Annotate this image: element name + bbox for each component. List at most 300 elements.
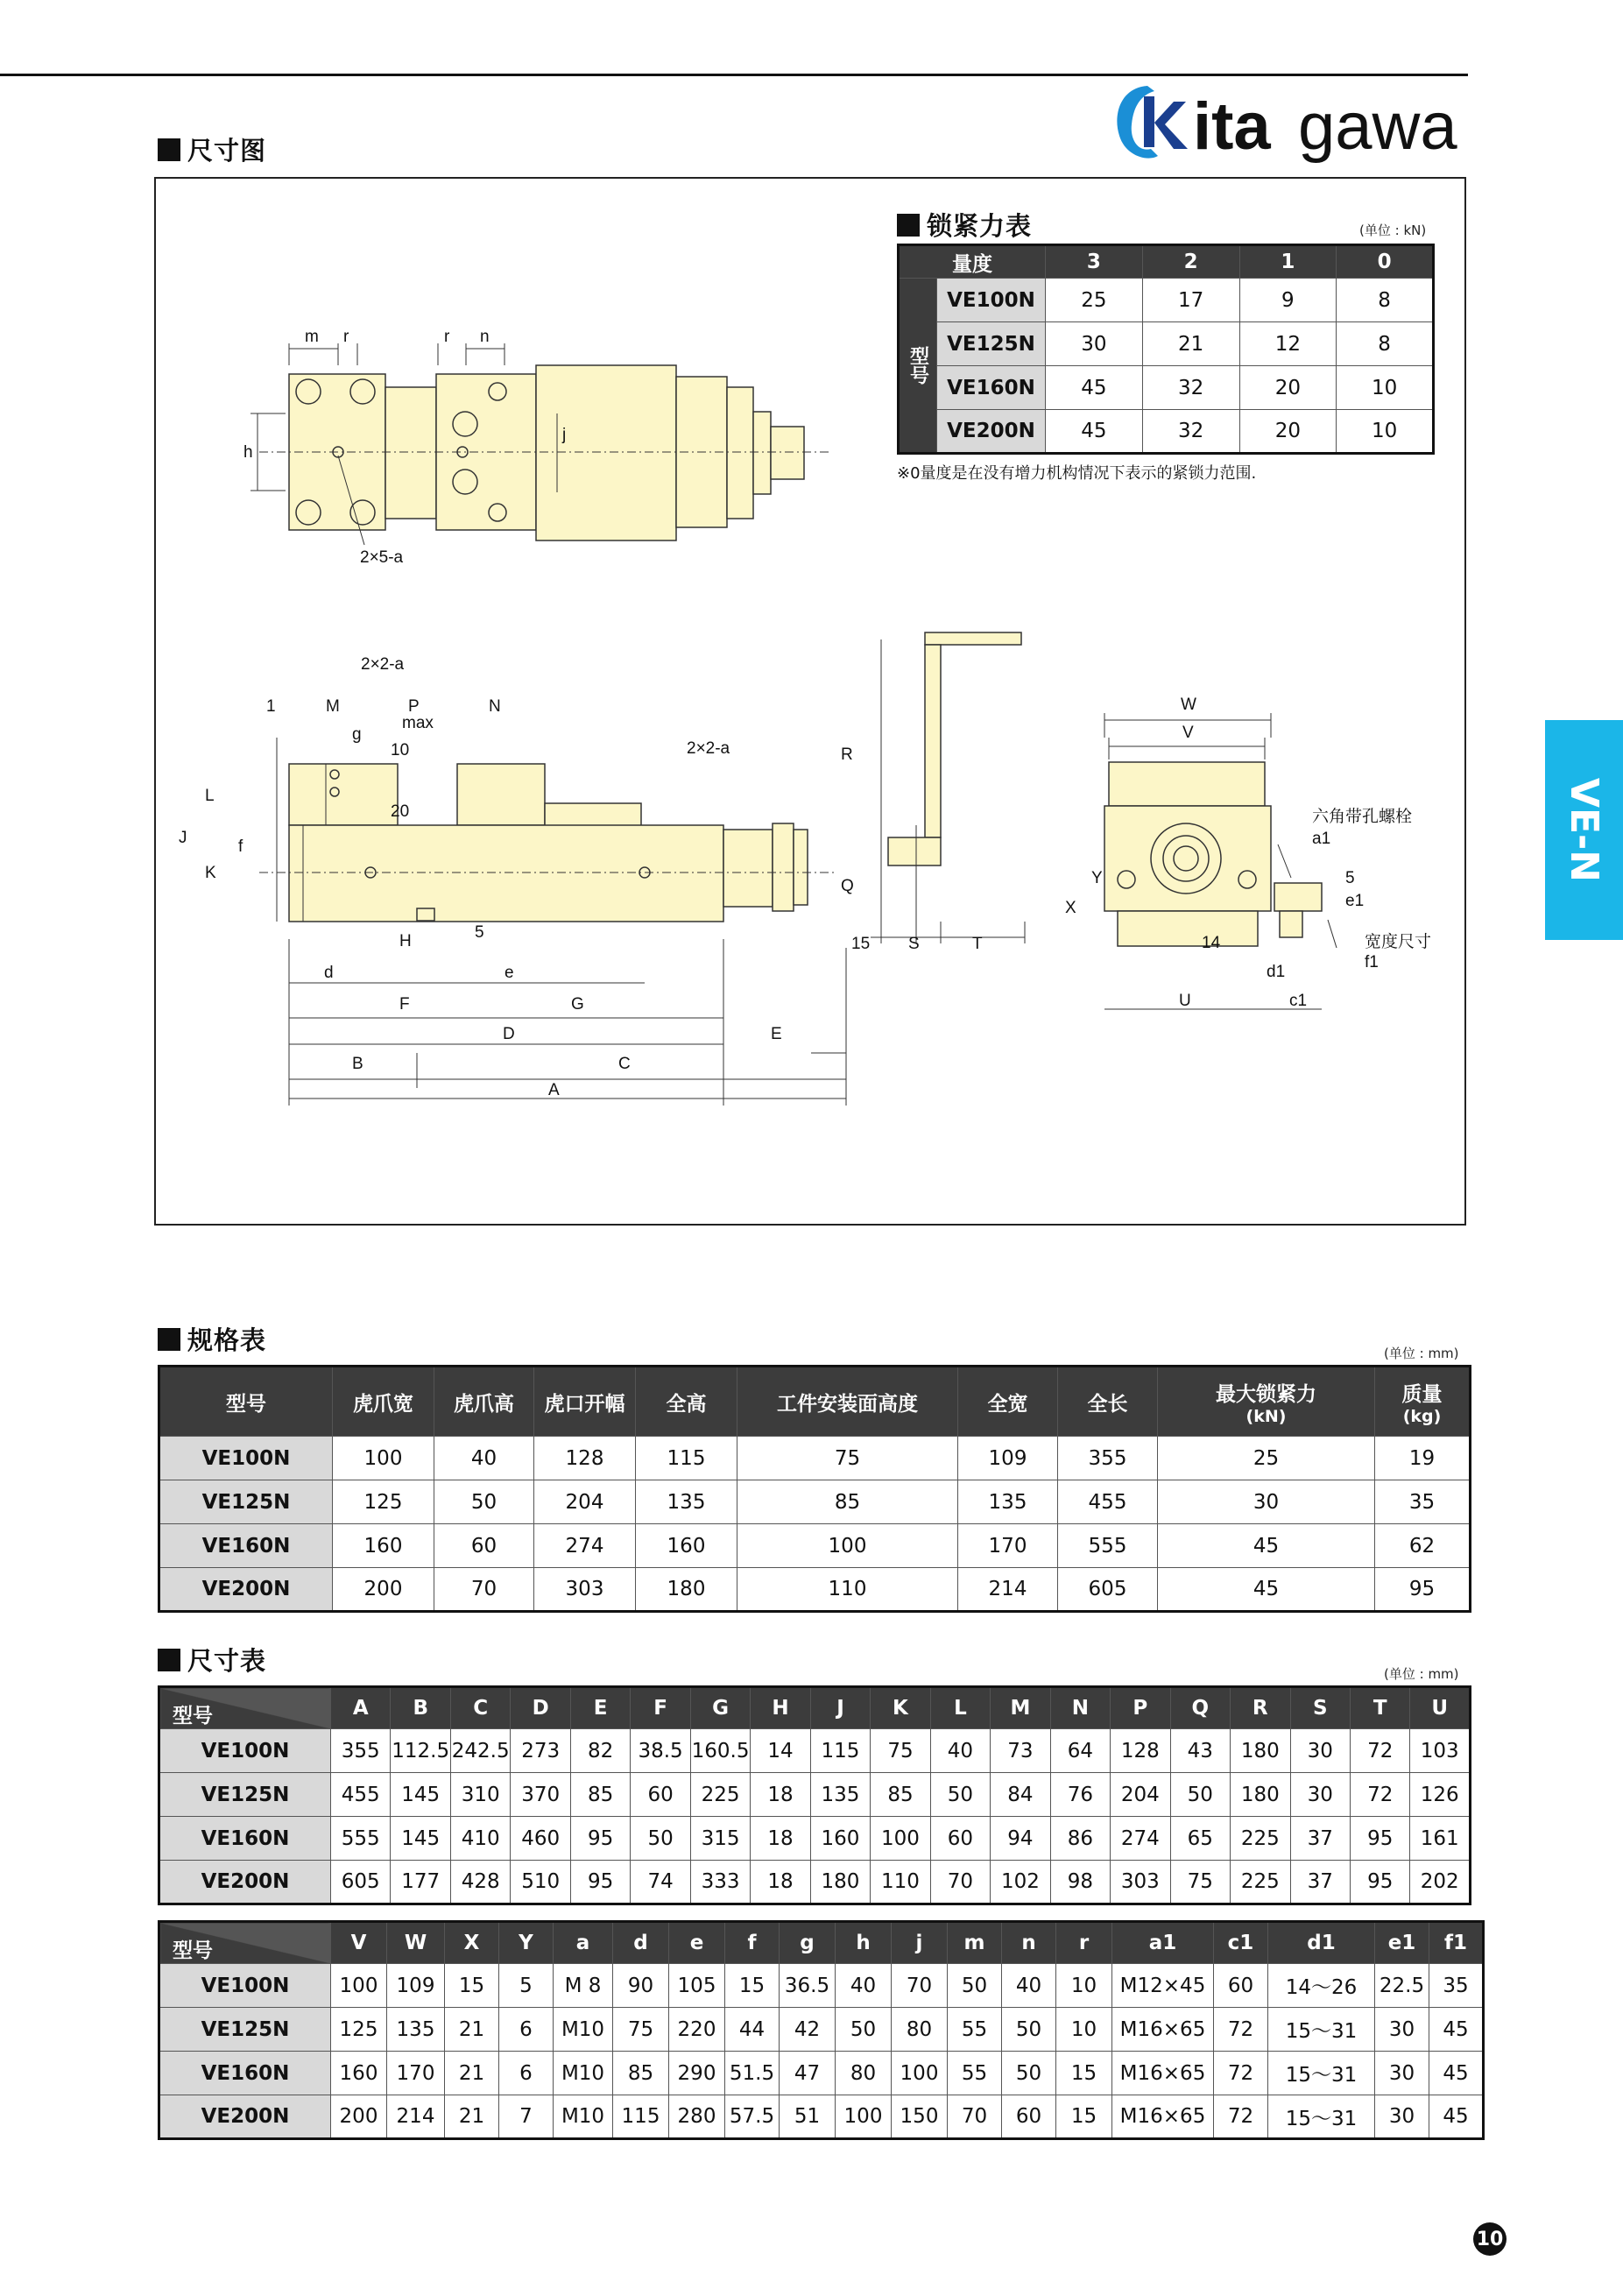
value-cell: 45 [1429, 2008, 1484, 2052]
value-cell: 135 [810, 1773, 870, 1817]
size-header: a1 [1112, 1922, 1214, 1964]
value-cell: 135 [958, 1480, 1058, 1524]
value-cell: 115 [636, 1437, 737, 1480]
value-cell: 20 [1239, 366, 1337, 410]
label-20: 20 [391, 802, 410, 821]
table-row [159, 1773, 1471, 1817]
value-cell: 37 [1290, 1861, 1350, 1904]
value-cell: 21 [445, 2008, 499, 2052]
value-cell: 75 [737, 1437, 958, 1480]
size-header: F [631, 1687, 690, 1729]
value-cell: 45 [1046, 366, 1143, 410]
spec-header-max-clamp: 最大锁紧力 (kN) [1158, 1367, 1375, 1437]
value-cell: 18 [751, 1817, 810, 1861]
label-N: N [489, 697, 501, 716]
page-number: 10 [1473, 2222, 1507, 2256]
value-cell: 50 [948, 1964, 1002, 2008]
value-cell: 125 [333, 1480, 434, 1524]
value-cell: 225 [690, 1773, 750, 1817]
value-cell: 35 [1375, 1480, 1471, 1524]
value-cell: 70 [892, 1964, 948, 2008]
label-5: 5 [475, 923, 484, 942]
size-header: K [871, 1687, 930, 1729]
label-C: C [618, 1055, 631, 1073]
value-cell: 6 [499, 2052, 554, 2095]
value-cell: 45 [1158, 1524, 1375, 1568]
value-cell: 95 [1375, 1568, 1471, 1612]
label-5-side: 5 [1345, 869, 1355, 887]
clamp-note: ※0量度是在没有增力机构情况下表示的紧锁力范围. [897, 464, 1257, 483]
value-cell: 72 [1350, 1729, 1409, 1773]
value-cell: 45 [1429, 2052, 1484, 2095]
value-cell: 14～26 [1268, 1964, 1375, 2008]
label-d1: d1 [1267, 963, 1286, 981]
label-max: max [402, 714, 434, 732]
value-cell: 72 [1214, 2008, 1268, 2052]
value-cell: 220 [669, 2008, 725, 2052]
table-row [159, 1817, 1471, 1861]
value-cell: 55 [948, 2052, 1002, 2095]
label-a1: a1 [1312, 830, 1331, 848]
value-cell: 64 [1050, 1729, 1110, 1773]
table-row [159, 1861, 1471, 1904]
value-cell: 22.5 [1375, 1964, 1429, 2008]
value-cell: 160 [810, 1817, 870, 1861]
value-cell: 32 [1142, 366, 1239, 410]
value-cell: 177 [391, 1861, 450, 1904]
size-header: d1 [1268, 1922, 1375, 1964]
label-U: U [1179, 992, 1191, 1010]
value-cell: 303 [534, 1568, 636, 1612]
value-cell: 42 [780, 2008, 836, 2052]
value-cell: 60 [930, 1817, 990, 1861]
value-cell: 19 [1375, 1437, 1471, 1480]
table-row [159, 1729, 1471, 1773]
value-cell: 18 [751, 1861, 810, 1904]
value-cell: 242.5 [450, 1729, 510, 1773]
value-cell: 274 [1111, 1817, 1170, 1861]
label-A: A [548, 1081, 560, 1099]
value-cell: 85 [871, 1773, 930, 1817]
value-cell: 455 [331, 1773, 391, 1817]
label-K: K [205, 864, 216, 882]
size-header: a [554, 1922, 613, 1964]
table-row [159, 2008, 1484, 2052]
value-cell: 100 [737, 1524, 958, 1568]
spec-header-mass: 质量 (kg) [1375, 1367, 1471, 1437]
value-cell: 105 [669, 1964, 725, 2008]
value-cell: 8 [1337, 322, 1434, 366]
value-cell: 115 [810, 1729, 870, 1773]
label-2x5a: 2×5-a [360, 548, 404, 567]
value-cell: 45 [1429, 2095, 1484, 2139]
value-cell: 84 [991, 1773, 1050, 1817]
label-E: E [771, 1025, 782, 1043]
size-table-1 [158, 1685, 1471, 1905]
label-T: T [972, 935, 983, 953]
value-cell: 12 [1239, 322, 1337, 366]
label-J: J [179, 829, 187, 847]
value-cell: 180 [636, 1568, 737, 1612]
side-tab [1545, 720, 1623, 940]
label-F: F [399, 995, 410, 1014]
value-cell: 14 [751, 1729, 810, 1773]
side-tab-label: VE-N [1562, 777, 1607, 883]
value-cell: 55 [948, 2008, 1002, 2052]
table-row [899, 366, 1434, 410]
size-header: P [1111, 1687, 1170, 1729]
model-cell: VE100N [159, 1729, 331, 1773]
value-cell: 180 [1231, 1773, 1290, 1817]
value-cell: 30 [1375, 2095, 1429, 2139]
clamp-level: 0 [1337, 245, 1434, 279]
table-row [159, 1480, 1471, 1524]
value-cell: 72 [1350, 1773, 1409, 1817]
label-width-size: 宽度尺寸 [1365, 933, 1432, 951]
value-cell: 115 [613, 2095, 669, 2139]
value-cell: M10 [554, 2052, 613, 2095]
bullet-square-icon [897, 214, 920, 237]
value-cell: 25 [1158, 1437, 1375, 1480]
size-header: N [1050, 1687, 1110, 1729]
label-2x2a-right: 2×2-a [687, 739, 730, 758]
value-cell: 60 [631, 1773, 690, 1817]
value-cell: 110 [871, 1861, 930, 1904]
value-cell: 170 [958, 1524, 1058, 1568]
label-15: 15 [851, 935, 871, 953]
value-cell: 72 [1214, 2052, 1268, 2095]
value-cell: 50 [1170, 1773, 1230, 1817]
bullet-square-icon [158, 138, 180, 161]
model-cell: VE160N [159, 1524, 333, 1568]
table-row [159, 1437, 1471, 1480]
label-r: r [343, 328, 349, 346]
size-header: E [570, 1687, 630, 1729]
table-row [899, 410, 1434, 454]
value-cell: 5 [499, 1964, 554, 2008]
value-cell: 21 [1142, 322, 1239, 366]
size-header: V [331, 1922, 387, 1964]
clamp-header-label: 量度 [899, 245, 1046, 279]
clamp-group-label: 型号 [899, 279, 937, 454]
model-cell: VE100N [159, 1964, 331, 2008]
value-cell: 225 [1231, 1817, 1290, 1861]
spec-unit: (单位 : mm) [1384, 1346, 1459, 1361]
value-cell: M10 [554, 2095, 613, 2139]
value-cell: 214 [387, 2095, 445, 2139]
value-cell: 125 [331, 2008, 387, 2052]
value-cell: 50 [1002, 2052, 1056, 2095]
value-cell: 10 [1056, 1964, 1112, 2008]
value-cell: 17 [1142, 279, 1239, 322]
section-title-size: 尺寸表 [158, 1642, 266, 1678]
model-cell: VE200N [159, 1861, 331, 1904]
size-header: C [450, 1687, 510, 1729]
value-cell: 355 [331, 1729, 391, 1773]
value-cell: 128 [1111, 1729, 1170, 1773]
size-header: B [391, 1687, 450, 1729]
value-cell: 150 [892, 2095, 948, 2139]
value-cell: 6 [499, 2008, 554, 2052]
value-cell: 204 [1111, 1773, 1170, 1817]
size-header: M [991, 1687, 1050, 1729]
value-cell: 180 [810, 1861, 870, 1904]
label-X: X [1065, 899, 1076, 917]
value-cell: 75 [1170, 1861, 1230, 1904]
value-cell: 8 [1337, 279, 1434, 322]
section-title-drawing: 尺寸图 [158, 131, 266, 167]
value-cell: 50 [434, 1480, 534, 1524]
clamp-level: 2 [1142, 245, 1239, 279]
value-cell: 43 [1170, 1729, 1230, 1773]
value-cell: 274 [534, 1524, 636, 1568]
label-W: W [1181, 696, 1196, 714]
table-row [159, 1568, 1471, 1612]
value-cell: 72 [1214, 2095, 1268, 2139]
value-cell: 76 [1050, 1773, 1110, 1817]
value-cell: 36.5 [780, 1964, 836, 2008]
value-cell: M16×65 [1112, 2052, 1214, 2095]
size-header: e1 [1375, 1922, 1429, 1964]
spec-header: 虎爪宽 [333, 1367, 434, 1437]
value-cell: 70 [434, 1568, 534, 1612]
value-cell: 85 [570, 1773, 630, 1817]
value-cell: 290 [669, 2052, 725, 2095]
spec-header: 全宽 [958, 1367, 1058, 1437]
value-cell: 45 [1158, 1568, 1375, 1612]
value-cell: 160 [333, 1524, 434, 1568]
label-e1: e1 [1345, 892, 1365, 910]
spec-table [158, 1365, 1471, 1613]
value-cell: 170 [387, 2052, 445, 2095]
size-header: m [948, 1922, 1002, 1964]
model-cell: VE100N [159, 1437, 333, 1480]
value-cell: 21 [445, 2052, 499, 2095]
value-cell: 605 [331, 1861, 391, 1904]
spec-header: 型号 [159, 1367, 333, 1437]
table-row [159, 1964, 1484, 2008]
size-model-label: 型号 [159, 1687, 331, 1729]
value-cell: 75 [871, 1729, 930, 1773]
size-header: X [445, 1922, 499, 1964]
size-header: j [892, 1922, 948, 1964]
table-row [159, 1524, 1471, 1568]
value-cell: 160.5 [690, 1729, 750, 1773]
model-cell: VE125N [937, 322, 1046, 366]
value-cell: 21 [445, 2095, 499, 2139]
value-cell: 202 [1410, 1861, 1471, 1904]
value-cell: 51.5 [725, 2052, 780, 2095]
value-cell: 10 [1337, 410, 1434, 454]
value-cell: 90 [613, 1964, 669, 2008]
size-header: c1 [1214, 1922, 1268, 1964]
value-cell: 15 [1056, 2052, 1112, 2095]
section-title-clamp: 锁紧力表 [897, 207, 1032, 243]
value-cell: M16×65 [1112, 2008, 1214, 2052]
value-cell: 135 [387, 2008, 445, 2052]
value-cell: 45 [1046, 410, 1143, 454]
value-cell: 102 [991, 1861, 1050, 1904]
value-cell: 370 [511, 1773, 570, 1817]
value-cell: 109 [958, 1437, 1058, 1480]
value-cell: 30 [1375, 2052, 1429, 2095]
value-cell: 15 [1056, 2095, 1112, 2139]
label-c1: c1 [1289, 992, 1308, 1010]
value-cell: 109 [387, 1964, 445, 2008]
value-cell: 37 [1290, 1817, 1350, 1861]
clamp-level: 1 [1239, 245, 1337, 279]
value-cell: 15～31 [1268, 2008, 1375, 2052]
value-cell: 100 [836, 2095, 892, 2139]
label-m: m [305, 328, 319, 346]
label-1: 1 [266, 697, 276, 716]
value-cell: 30 [1375, 2008, 1429, 2052]
value-cell: 50 [631, 1817, 690, 1861]
value-cell: 80 [836, 2052, 892, 2095]
value-cell: 85 [613, 2052, 669, 2095]
value-cell: 9 [1239, 279, 1337, 322]
value-cell: 428 [450, 1861, 510, 1904]
value-cell: 51 [780, 2095, 836, 2139]
value-cell: 75 [613, 2008, 669, 2052]
value-cell: 82 [570, 1729, 630, 1773]
value-cell: 18 [751, 1773, 810, 1817]
model-cell: VE160N [159, 1817, 331, 1861]
svg-text:gawa: gawa [1298, 89, 1457, 164]
value-cell: 70 [948, 2095, 1002, 2139]
size-header: R [1231, 1687, 1290, 1729]
value-cell: 103 [1410, 1729, 1471, 1773]
value-cell: 73 [991, 1729, 1050, 1773]
value-cell: 100 [892, 2052, 948, 2095]
label-n: n [480, 328, 490, 346]
label-e: e [505, 964, 514, 982]
value-cell: 32 [1142, 410, 1239, 454]
value-cell: 145 [391, 1817, 450, 1861]
section-title-spec: 规格表 [158, 1321, 266, 1357]
model-cell: VE125N [159, 1773, 331, 1817]
size-header: S [1290, 1687, 1350, 1729]
value-cell: 161 [1410, 1817, 1471, 1861]
value-cell: 15～31 [1268, 2095, 1375, 2139]
size-model-label: 型号 [159, 1922, 331, 1964]
value-cell: 303 [1111, 1861, 1170, 1904]
value-cell: 160 [636, 1524, 737, 1568]
value-cell: 95 [570, 1861, 630, 1904]
label-D: D [503, 1025, 515, 1043]
value-cell: 7 [499, 2095, 554, 2139]
bullet-square-icon [158, 1328, 180, 1351]
value-cell: 60 [1214, 1964, 1268, 2008]
size-header: D [511, 1687, 570, 1729]
svg-text:ita: ita [1193, 89, 1271, 164]
size-header: h [836, 1922, 892, 1964]
value-cell: 40 [930, 1729, 990, 1773]
value-cell: 74 [631, 1861, 690, 1904]
label-h: h [243, 443, 253, 462]
label-S: S [908, 935, 920, 953]
value-cell: 315 [690, 1817, 750, 1861]
size-header: f [725, 1922, 780, 1964]
value-cell: 100 [331, 1964, 387, 2008]
value-cell: 460 [511, 1817, 570, 1861]
label-hex-bolt: 六角带孔螺栓 [1312, 808, 1413, 826]
value-cell: 225 [1231, 1861, 1290, 1904]
value-cell: 40 [434, 1437, 534, 1480]
table-row [899, 279, 1434, 322]
label-j: j [562, 426, 567, 444]
label-B: B [352, 1055, 363, 1073]
value-cell: 35 [1429, 1964, 1484, 2008]
value-cell: 110 [737, 1568, 958, 1612]
kitagawa-logo [1112, 79, 1471, 166]
value-cell: 10 [1056, 2008, 1112, 2052]
value-cell: 60 [434, 1524, 534, 1568]
size-header: r [1056, 1922, 1112, 1964]
label-f: f [238, 837, 243, 856]
label-H: H [399, 932, 412, 950]
label-2x2a-left: 2×2-a [361, 655, 405, 674]
value-cell: M 8 [554, 1964, 613, 2008]
label-d: d [324, 964, 334, 982]
value-cell: 510 [511, 1861, 570, 1904]
value-cell: 112.5 [391, 1729, 450, 1773]
label-f1: f1 [1365, 953, 1379, 971]
value-cell: 70 [930, 1861, 990, 1904]
value-cell: 100 [333, 1437, 434, 1480]
value-cell: 605 [1058, 1568, 1158, 1612]
label-R: R [841, 745, 853, 764]
clamp-force-table [897, 244, 1435, 455]
value-cell: 200 [333, 1568, 434, 1612]
value-cell: 47 [780, 2052, 836, 2095]
value-cell: 98 [1050, 1861, 1110, 1904]
value-cell: 280 [669, 2095, 725, 2139]
size-header: H [751, 1687, 810, 1729]
model-cell: VE160N [159, 2052, 331, 2095]
value-cell: 145 [391, 1773, 450, 1817]
size-header: n [1002, 1922, 1056, 1964]
label-L: L [205, 787, 215, 805]
size-header: Q [1170, 1687, 1230, 1729]
size-header: G [690, 1687, 750, 1729]
value-cell: 85 [737, 1480, 958, 1524]
value-cell: 95 [1350, 1861, 1409, 1904]
value-cell: 40 [1002, 1964, 1056, 2008]
spec-header: 全长 [1058, 1367, 1158, 1437]
value-cell: 160 [331, 2052, 387, 2095]
label-r2: r [444, 328, 450, 346]
size-header: L [930, 1687, 990, 1729]
header-rule [0, 74, 1468, 76]
value-cell: 50 [1002, 2008, 1056, 2052]
model-cell: VE100N [937, 279, 1046, 322]
value-cell: 57.5 [725, 2095, 780, 2139]
value-cell: 50 [836, 2008, 892, 2052]
value-cell: 15 [445, 1964, 499, 2008]
value-cell: 180 [1231, 1729, 1290, 1773]
model-cell: VE160N [937, 366, 1046, 410]
size-header: W [387, 1922, 445, 1964]
label-Q: Q [841, 877, 854, 895]
label-14: 14 [1202, 934, 1221, 952]
value-cell: 60 [1002, 2095, 1056, 2139]
size-header: e [669, 1922, 725, 1964]
value-cell: M16×65 [1112, 2095, 1214, 2139]
value-cell: 62 [1375, 1524, 1471, 1568]
value-cell: 200 [331, 2095, 387, 2139]
value-cell: 30 [1158, 1480, 1375, 1524]
